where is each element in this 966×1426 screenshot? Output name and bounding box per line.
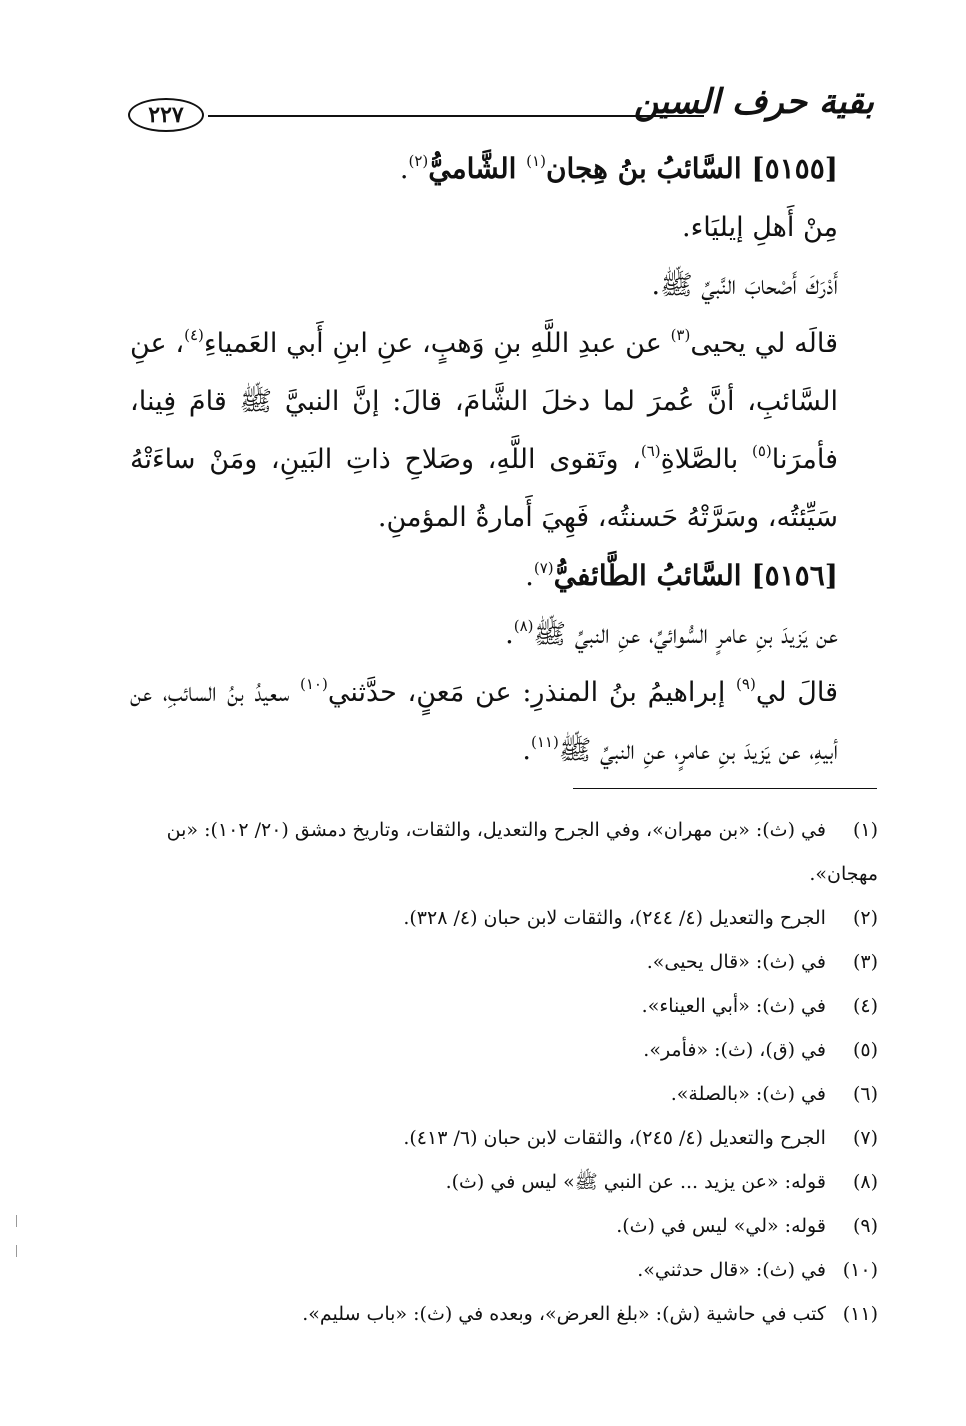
- entry-end: .: [399, 154, 409, 185]
- footnote: [130, 1160, 878, 1204]
- entry-end: .: [525, 561, 534, 592]
- footnote-ref: (١): [526, 152, 546, 170]
- scan-edge-mark: [16, 1215, 17, 1227]
- footnote-text: كتب في حاشية (ش): «بلغ العرض»، وبعده في (ث): «باب سليم».: [302, 1303, 826, 1325]
- body-line: مِنْ أَهلِ إيليَاء.: [682, 212, 838, 243]
- entry-title: [٥١٥٦] السَّائبُ الطَّائفيُّ: [553, 559, 838, 592]
- entry-heading-5156: [130, 547, 838, 606]
- body-paragraph: [130, 315, 838, 547]
- footnote-text: قوله: «لي» ليس في (ث).: [616, 1215, 826, 1237]
- footnote-text: في (ث): «قال يحيى».: [646, 951, 826, 973]
- footnote-ref: (٨): [513, 617, 534, 635]
- footnote-number: (٨): [852, 1171, 878, 1193]
- footnote-number: (٧): [852, 1127, 878, 1149]
- text-run: عن يَزيدَ بنِ عامرٍ السُّوائيِّ، عنِ النبيِّ ﷺ: [533, 619, 838, 650]
- footnote-text: قوله: «عن يزيد ... عن النبي ﷺ» ليس في (ث).: [445, 1171, 826, 1193]
- footnote-number: (٤): [852, 995, 878, 1017]
- entry-title: [٥١٥٥] السَّائبُ بنُ هِجان: [545, 152, 838, 185]
- main-text: [130, 140, 838, 780]
- header-rule: [208, 115, 704, 117]
- footnote: [130, 1072, 878, 1116]
- footnote-number: (٣): [852, 951, 878, 973]
- footnote-ref: (٣): [670, 326, 691, 344]
- footnote-number: (١): [852, 819, 878, 841]
- footnote-text: في (ث): «بالصلة».: [670, 1083, 826, 1105]
- footnote-text: في (ث): «بن مهران»، وفي الجرح والتعديل، والثقات، وتاريخ دمشق (٢٠/ ١٠٢): «بن مهجان».: [166, 819, 878, 885]
- footnote-number: (٥): [852, 1039, 878, 1061]
- footnote-ref: (٤): [184, 326, 204, 344]
- footnote: [130, 1248, 878, 1292]
- footnote-text: الجرح والتعديل (٤/ ٢٤٥)، والثقات لابن حبان (٦/ ٤١٣).: [403, 1127, 826, 1149]
- text-run: .: [505, 619, 514, 650]
- body-line: [130, 606, 838, 664]
- footnote-ref: (٩): [736, 675, 756, 693]
- footnote-number: (٢): [852, 907, 878, 929]
- running-title: بقية حرف السين: [633, 82, 874, 122]
- footnote: [130, 1116, 878, 1160]
- footnote-ref: (٥): [751, 442, 772, 460]
- footnote-ref: (٦): [640, 442, 661, 460]
- footnote: [130, 1204, 878, 1248]
- text-run: بالصَّلاةِ: [660, 444, 752, 475]
- footnote: [130, 1292, 878, 1336]
- page-number-oval: [128, 98, 204, 132]
- footnote-ref: (٢): [408, 152, 429, 170]
- footnote-text: في (ث): «قال حدثني».: [637, 1259, 826, 1281]
- text-run: قالَه لي يحيى: [690, 328, 838, 359]
- text-run: .: [522, 735, 531, 766]
- page-number: ٢٢٧: [148, 102, 184, 128]
- footnote: [130, 940, 878, 984]
- footnote-text: الجرح والتعديل (٤/ ٢٤٤)، والثقات لابن حبان (٤/ ٣٢٨).: [403, 907, 826, 929]
- entry-heading-5155: [130, 140, 838, 199]
- footnote-number: (١١): [842, 1303, 878, 1325]
- footnote-number: (٦): [852, 1083, 878, 1105]
- footnote: [130, 896, 878, 940]
- page-header: [128, 70, 874, 130]
- footnote-separator: [573, 788, 877, 789]
- footnote: [130, 808, 878, 896]
- footnote-text: في (ث): «أبي العيناء».: [641, 995, 826, 1017]
- text-run: قالَ لي: [755, 677, 838, 708]
- footnote-ref: (١٠): [299, 675, 328, 693]
- footnote-text: في (ق)، (ث): «فأمر».: [643, 1039, 826, 1061]
- footnote-number: (٩): [852, 1215, 878, 1237]
- footnote: [130, 984, 878, 1028]
- entry-title-tail: الشَّاميُّ: [428, 152, 527, 185]
- text-run: سعيدُ بنُ السائبِ، عن أبيهِ، عن يَزيدَ بنِ عامرٍ، عنِ النبيِّ ﷺ: [130, 677, 838, 766]
- text-run: ، عنِ السَّائبِ، أنَّ عُمرَ لما دخلَ الشَّامَ، قالَ: إنَّ النبيَّ ﷺ قامَ فِينا، فأمرَنا: [130, 328, 838, 475]
- body-paragraph: [130, 664, 838, 780]
- text-run: إبراهيمُ بنُ المنذرِ: عن مَعنٍ، حدَّثني: [327, 677, 737, 708]
- footnote-ref: (٧): [533, 559, 554, 577]
- footnote-number: (١٠): [842, 1259, 878, 1281]
- text-run: عن عبدِ اللَّهِ بنِ وَهبٍ، عنِ ابنِ أَبي العَمياءِ: [203, 328, 671, 359]
- footnotes: [130, 808, 878, 1336]
- text-run: ، وتَقوى اللَّهِ، وصَلاحِ ذاتِ البَينِ، ومَنْ ساءَتْهُ سَيِّئتُه، وسَرَّتْهُ حَسنتُه، فَهِيَ أَمارةُ المؤمنِ.: [130, 444, 838, 533]
- body-line: أَدْرَكَ أَصْحابَ النَّبيِّ ﷺ.: [651, 270, 838, 301]
- scan-edge-mark: [16, 1245, 17, 1257]
- footnote-ref: (١١): [530, 733, 559, 751]
- footnote: [130, 1028, 878, 1072]
